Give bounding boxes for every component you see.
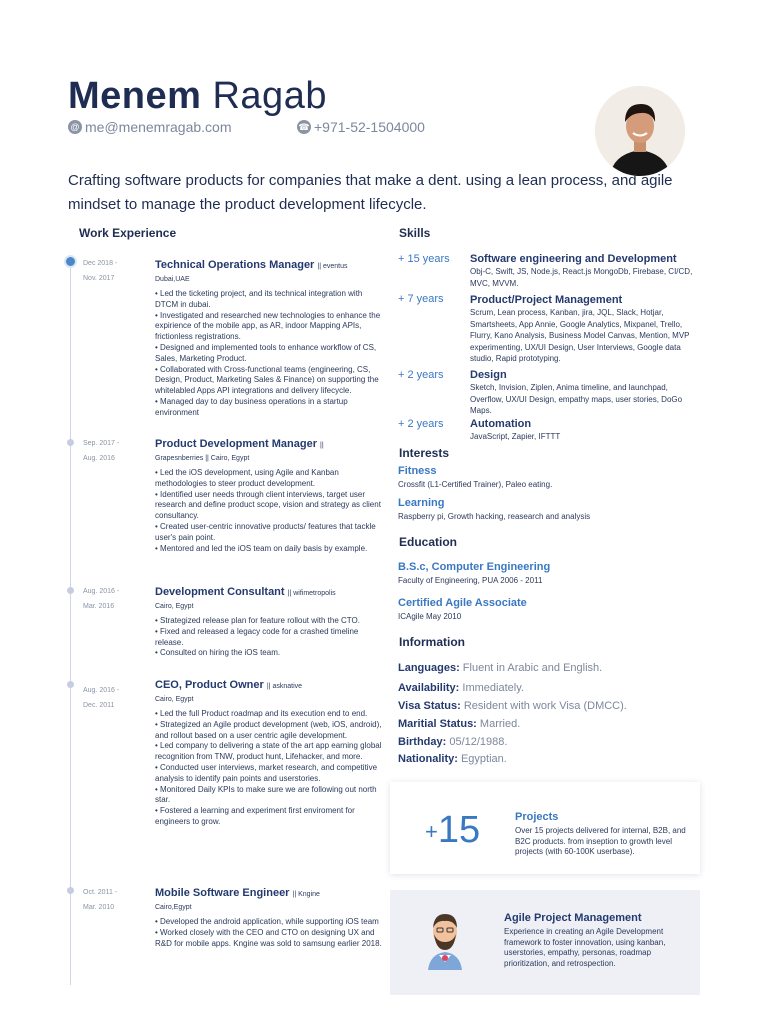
job-entry bbox=[155, 258, 385, 419]
first-name: Menem bbox=[68, 75, 202, 117]
skill-entry bbox=[470, 368, 700, 417]
email-icon: @ bbox=[68, 120, 82, 134]
timeline-dot bbox=[67, 587, 74, 594]
job-description: • Strategized release plan for feature rollout with the CTO. • Fixed and released a legacy code for a crashed timeline release. • Consulted on hiring the iOS team. bbox=[155, 616, 360, 658]
skill-entry bbox=[470, 293, 700, 365]
agile-title: Agile Project Management bbox=[504, 912, 642, 924]
full-name bbox=[68, 74, 327, 118]
info-languages: Languages: Fluent in Arabic and English. bbox=[398, 662, 603, 674]
last-name: Ragab bbox=[212, 75, 327, 117]
timeline-line bbox=[70, 259, 71, 985]
job-location: Cairo, Egypt bbox=[155, 696, 194, 703]
timeline-dot bbox=[67, 681, 74, 688]
job-description: • Developed the android application, while supporting iOS team • Worked closely with the CEO and CTO on designing UX and R&D for mobile apps. Kngine was sold to samsung earlier 2018. bbox=[155, 917, 382, 948]
agile-description: Experience in creating an Agile Development framework to foster innovation, using kanban, userstories, empathy, personas, roadmap prioritization, and retrospection. bbox=[504, 927, 666, 968]
job-title: Technical Operations Manager || eventus bbox=[155, 259, 348, 271]
info-marital: Maritial Status: Married. bbox=[398, 718, 521, 730]
email-text[interactable]: me@menemragab.com bbox=[85, 119, 232, 135]
information-heading: Information bbox=[399, 635, 465, 649]
job-description: • Led the full Product roadmap and its execution end to end. • Strategized an Agile product development (web, iOS, android), and rollout based on a user centric agile development. • Led company to delivering a state of the art app earning global recognition from TNW, product hunt, Lifehacker, and more. • Conducted user interviews, market research, and competitive analysis to identify pain points and userstories. • Monitored Daily KPIs to make sure we are following out north star. • Fostered a learning and experiment first enviroment for engineers to grow. bbox=[155, 709, 382, 826]
job-entry bbox=[155, 585, 385, 659]
job-title: CEO, Product Owner || asknative bbox=[155, 679, 303, 691]
interest-item: Fitness Crossfit (L1-Certified Trainer), Paleo eating. bbox=[398, 465, 553, 489]
skill-title: Software engineering and Development bbox=[470, 253, 677, 265]
interest-item: Learning Raspberry pi, Growth hacking, reasearch and analysis bbox=[398, 497, 591, 521]
job-title: Development Consultant || wifimetropolis bbox=[155, 586, 336, 598]
profile-photo bbox=[595, 86, 685, 176]
skill-description: Sketch, Invision, Ziplen, Anima timeline, and launchpad, Overflow, UX/UI Design, empathy maps, user stories, DoGo Maps. bbox=[470, 383, 683, 415]
skill-description: Scrum, Lean process, Kanban, jira, JQL, Slack, Hotjar, Smartsheets, App Annie, Google Analytics, Mixpanel, Trello, Flurry, Kano Analysis, Business Model Canvas, Mention, MVP experimenting, UX/UI Design, User Interviews, Google data studio, Rapid prototyping. bbox=[470, 308, 690, 363]
projects-title: Projects bbox=[515, 811, 559, 823]
job-description: • Led the iOS development, using Agile and Kanban methodologies to steer product development. • Identified user needs through client interviews, target user research and define product scope, vision and strategy as client consultancy. • Created user-centric innovative products/ features that tackle user's pain point. • Mentored and led the iOS team on daily basis by example. bbox=[155, 468, 381, 553]
skill-description: Obj-C, Swift, JS, Node.js, React.js MongoDb, Firebase, CI/CD, MVC, MVVM. bbox=[470, 267, 693, 288]
job-location: Dubai,UAE bbox=[155, 276, 190, 283]
skill-years: + 15 years bbox=[398, 253, 450, 265]
job-location: Cairo, Egypt bbox=[155, 603, 194, 610]
education-heading: Education bbox=[399, 535, 458, 549]
interests-heading: Interests bbox=[399, 446, 450, 460]
job-date: Aug. 2016 - Mar. 2016 bbox=[83, 588, 120, 610]
skill-title: Design bbox=[470, 369, 507, 381]
timeline-dot bbox=[67, 887, 74, 894]
job-description: • Led the ticketing project, and its technical integration with DTCM in dubai. • Investigated and researched new technologies to enhance the expirience of the mobile app, as AR, indoor Mapping APIs, frictionless registrations. • Designed and implemented tools to enhance workflow of CS, Sales, Marketing Product. • Collaborated with Cross-functional teams (engineering, CS, Design, Product, Marketing Sales & Finance) on supporting the whitelabled Apps API integrations and delivery lifecycle. • Managed day to day business operations in a startup environment bbox=[155, 289, 381, 417]
job-date: Dec 2018 - Nov. 2017 bbox=[83, 260, 118, 282]
projects-count: +15 bbox=[425, 809, 481, 851]
timeline-dot bbox=[64, 255, 77, 268]
skills-heading: Skills bbox=[399, 226, 431, 240]
job-date: Aug. 2016 - Dec. 2011 bbox=[83, 687, 120, 709]
tagline: Crafting software products for companies that make a dent. using a lean process, and agile mindset to manage the product development lifecycle. bbox=[68, 172, 673, 213]
job-title: Product Development Manager || bbox=[155, 438, 324, 450]
skill-years: + 7 years bbox=[398, 293, 444, 305]
phone-icon: ☎ bbox=[297, 120, 311, 134]
skill-entry bbox=[470, 252, 700, 289]
job-location: Cairo,Egypt bbox=[155, 904, 192, 911]
skill-years: + 2 years bbox=[398, 369, 444, 381]
skill-entry bbox=[470, 417, 700, 443]
info-availability: Availability: Immediately. bbox=[398, 682, 524, 694]
developer-avatar-icon bbox=[420, 908, 470, 970]
projects-text bbox=[515, 811, 690, 858]
agile-text bbox=[504, 912, 694, 969]
phone-text[interactable]: +971-52-1504000 bbox=[314, 119, 425, 135]
education-item: B.S.c, Computer Engineering Faculty of Engineering, PUA 2006 - 2011 bbox=[398, 561, 551, 585]
job-date: Oct. 2011 - Mar. 2010 bbox=[83, 889, 118, 911]
skill-title: Product/Project Management bbox=[470, 294, 623, 306]
info-birthday: Birthday: 05/12/1988. bbox=[398, 736, 508, 748]
job-title: Mobile Software Engineer || Kngine bbox=[155, 887, 320, 899]
skill-description: JavaScript, Zapier, IFTTT bbox=[470, 432, 561, 441]
job-entry bbox=[155, 678, 385, 828]
job-date: Sep. 2017 - Aug. 2016 bbox=[83, 440, 120, 462]
job-location: Grapesnberries || Cairo, Egypt bbox=[155, 455, 250, 462]
skill-years: + 2 years bbox=[398, 418, 444, 430]
projects-description: Over 15 projects delivered for internal, B2B, and B2C products. from inseption to growth level projects (with 60-100K userbase). bbox=[515, 826, 686, 856]
skill-title: Automation bbox=[470, 418, 532, 430]
info-nationality: Nationality: Egyptian. bbox=[398, 753, 507, 765]
job-entry bbox=[155, 437, 385, 554]
email-contact bbox=[68, 119, 232, 135]
work-experience-heading: Work Experience bbox=[79, 226, 177, 240]
education-item: Certified Agile Associate ICAgile May 2010 bbox=[398, 597, 527, 621]
job-entry bbox=[155, 886, 385, 949]
timeline-dot bbox=[67, 439, 74, 446]
phone-contact bbox=[297, 119, 425, 135]
info-visa: Visa Status: Resident with work Visa (DMCC). bbox=[398, 700, 627, 712]
